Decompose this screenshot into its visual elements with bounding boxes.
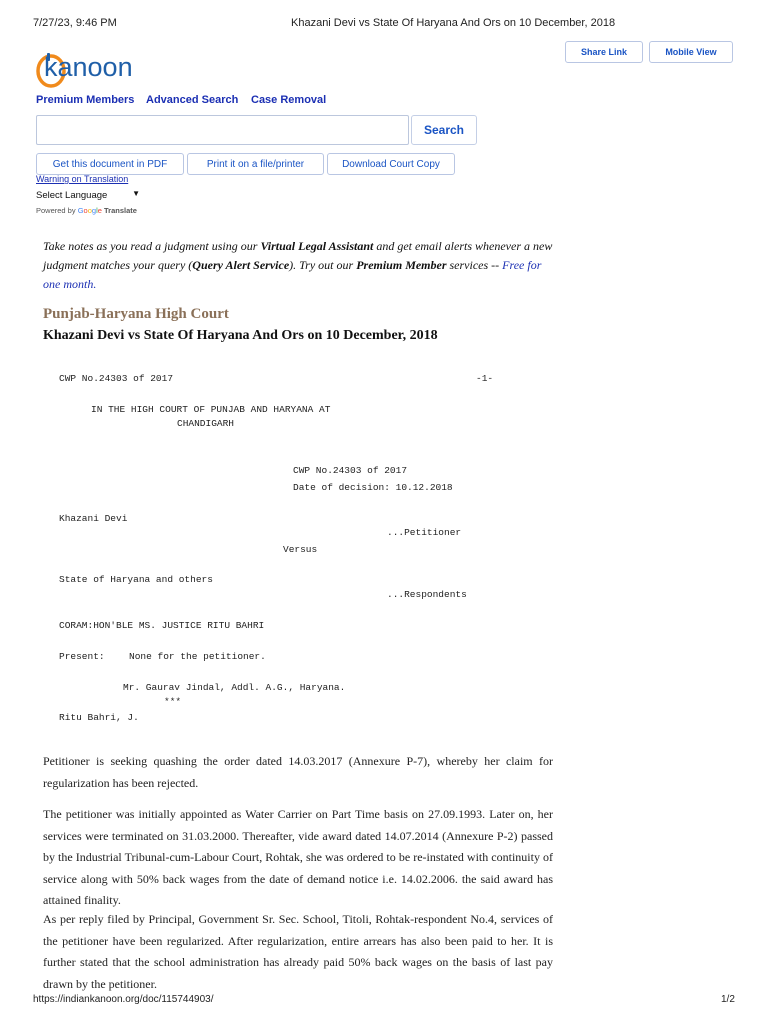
footer-page-number: 1/2 bbox=[721, 994, 735, 1005]
page-mark: -1- bbox=[476, 373, 494, 384]
court-name: Punjab-Haryana High Court bbox=[43, 306, 229, 322]
judgment-title: Khazani Devi vs State Of Haryana And Ors on 10 December, 2018 bbox=[43, 328, 438, 343]
paragraph-2: The petitioner was initially appointed as Water Carrier on Part Time basis on 27.09.1993. Later on, her services were terminated on 31.03.2000. Thereafter, vide award dated 14.07.2014 (Annexure P-2) passed by the Industrial Tribunal-cum-Labour Court, Rohtak, she was ordered to be re-instated with continuity of service along with 50% back wages from the date of demand notice i.e. 14.02.2006. the said award has attained finality. bbox=[43, 807, 553, 907]
site-logo[interactable] bbox=[34, 50, 164, 92]
promo-part: and get email alerts whenever a new judgment matches your query ( bbox=[43, 239, 553, 272]
powered-by-google bbox=[36, 206, 137, 215]
case-number: CWP No.24303 of 2017 bbox=[59, 373, 174, 384]
versus: Versus bbox=[283, 544, 318, 555]
promo-part: Take notes as you read a judgment using our bbox=[43, 239, 261, 253]
warning-on-translation-link[interactable]: Warning on Translation bbox=[36, 174, 129, 184]
print-doc-title: Khazani Devi vs State Of Haryana And Ors on 10 December, 2018 bbox=[291, 17, 616, 29]
promo-premium-member: Premium Member bbox=[356, 258, 447, 272]
paragraph-3: As per reply filed by Principal, Government Sr. Sec. School, Titoli, Rohtak-respondent No.4, services of the petitioner have been regularized. After regularization, entire arrears has also been paid to her. It is further stated that the school administration has already paid 50% back wages on the basis of last pay drawn by the petitioner. bbox=[43, 912, 553, 991]
present-label: Present: bbox=[59, 651, 105, 662]
translate-label: Translate bbox=[104, 206, 137, 215]
logo-text: kanoon bbox=[44, 52, 133, 82]
respondent-role: ...Respondents bbox=[387, 589, 467, 600]
get-pdf-button[interactable]: Get this document in PDF bbox=[36, 153, 184, 175]
promo-part: services -- bbox=[446, 258, 503, 272]
mobile-view-button[interactable]: Mobile View bbox=[649, 41, 733, 63]
petitioner-role: ...Petitioner bbox=[387, 527, 462, 538]
paragraph-1: Petitioner is seeking quashing the order dated 14.03.2017 (Annexure P-7), whereby her claim for regularization has been rejected. bbox=[43, 754, 553, 790]
case-number-2: CWP No.24303 of 2017 bbox=[293, 465, 408, 476]
nav-advanced-search[interactable]: Advanced Search bbox=[146, 94, 239, 106]
print-button[interactable]: Print it on a file/printer bbox=[187, 153, 324, 175]
promo-virtual-legal-assistant: Virtual Legal Assistant bbox=[260, 239, 374, 253]
petitioner-name: Khazani Devi bbox=[59, 513, 128, 524]
promo-text bbox=[43, 237, 555, 294]
coram: CORAM:HON'BLE MS. JUSTICE RITU BAHRI bbox=[59, 620, 265, 631]
google-logo: Google bbox=[77, 206, 102, 215]
nav-premium-members[interactable]: Premium Members bbox=[36, 94, 135, 106]
share-link-button[interactable]: Share Link bbox=[565, 41, 643, 63]
search-input[interactable] bbox=[36, 115, 409, 145]
decision-date: Date of decision: 10.12.2018 bbox=[293, 482, 453, 493]
chevron-down-icon: ▼ bbox=[132, 189, 140, 198]
language-select[interactable] bbox=[36, 188, 142, 203]
court-heading-line1: IN THE HIGH COURT OF PUNJAB AND HARYANA AT bbox=[91, 404, 331, 415]
promo-query-alert: Query Alert Service bbox=[192, 258, 290, 272]
promo-part: ). Try out our bbox=[289, 258, 357, 272]
counsel: Mr. Gaurav Jindal, Addl. A.G., Haryana. bbox=[123, 682, 346, 693]
free-for-one-month-link[interactable]: Free for one month. bbox=[43, 258, 542, 291]
print-datetime: 7/27/23, 9:46 PM bbox=[33, 17, 117, 29]
language-select-value: Select Language bbox=[36, 190, 108, 201]
separator-stars: *** bbox=[164, 696, 182, 707]
court-heading-line2: CHANDIGARH bbox=[177, 418, 235, 429]
footer-url: https://indiankanoon.org/doc/115744903/ bbox=[33, 994, 214, 1005]
judge-name: Ritu Bahri, J. bbox=[59, 712, 139, 723]
nav-case-removal[interactable]: Case Removal bbox=[251, 94, 327, 106]
present-text: None for the petitioner. bbox=[129, 651, 266, 662]
respondent-name: State of Haryana and others bbox=[59, 574, 213, 585]
download-court-copy-button[interactable]: Download Court Copy bbox=[327, 153, 455, 175]
search-button[interactable]: Search bbox=[411, 115, 477, 145]
powered-by-label: Powered by bbox=[36, 206, 76, 215]
